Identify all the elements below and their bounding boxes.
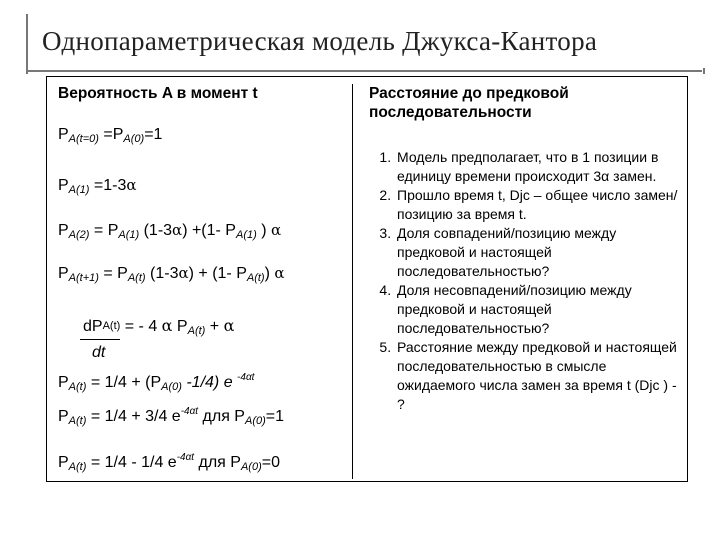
right-header: Расстояние до предковой последовательности	[369, 85, 569, 121]
formula-2: PA(1) =1-3α	[58, 176, 137, 196]
slide-title: Однопараметрическая модель Джукса-Кантора	[42, 26, 598, 56]
formula-7: PA(t) = 1/4 + 3/4 $e^{-4\alpha t}$ для PA(0)=1	[58, 406, 285, 427]
right-column	[369, 84, 684, 412]
list-item: 1. Модель предполагает, что в 1 позиции в единицу времени происходит 3α замен.	[395, 148, 685, 186]
formula-4: PA(t+1) = PA(t) (1-3α) + (1- PA(t)) α	[58, 264, 285, 284]
question-list	[369, 148, 685, 414]
left-column	[52, 84, 353, 479]
formula-3: PA(2) = PA(1) (1-3α) +(1- PA(1) ) α	[58, 221, 282, 241]
formula-5-numerator: dPA(t) = - 4 α PA(t) + α	[83, 316, 235, 337]
list-item: 3. Доля совпадений/позицию между предковой и настоящей последовательностью?	[395, 224, 685, 281]
list-item: 4. Доля несовпадений/позицию между предковой и настоящей последовательностью?	[395, 281, 685, 338]
formula-8: PA(t) = 1/4 - 1/4 $e^{-4\alpha t}$ для PA(0)=0	[58, 452, 280, 473]
title-underline	[26, 70, 702, 72]
formula-5-denominator: dt	[92, 344, 106, 361]
formula-6: PA(t) = 1/4 + (PA(0) -1/4) e $^{-4\alpha t}$	[58, 372, 255, 393]
fraction-bar	[80, 339, 120, 340]
list-item: 5. Расстояние между предковой и настоящей последовательностью в смысле ожидаемого числа замен за время t (Djc ) - ?	[395, 338, 685, 414]
formula-1: PA(t=0) =PA(0)=1	[58, 126, 163, 145]
title-bracket-vertical	[26, 14, 28, 74]
list-item: 2. Прошло время t, Djc – общее число замен/позицию за время t.	[395, 186, 685, 224]
left-header: Вероятность A в момент t	[58, 85, 258, 102]
